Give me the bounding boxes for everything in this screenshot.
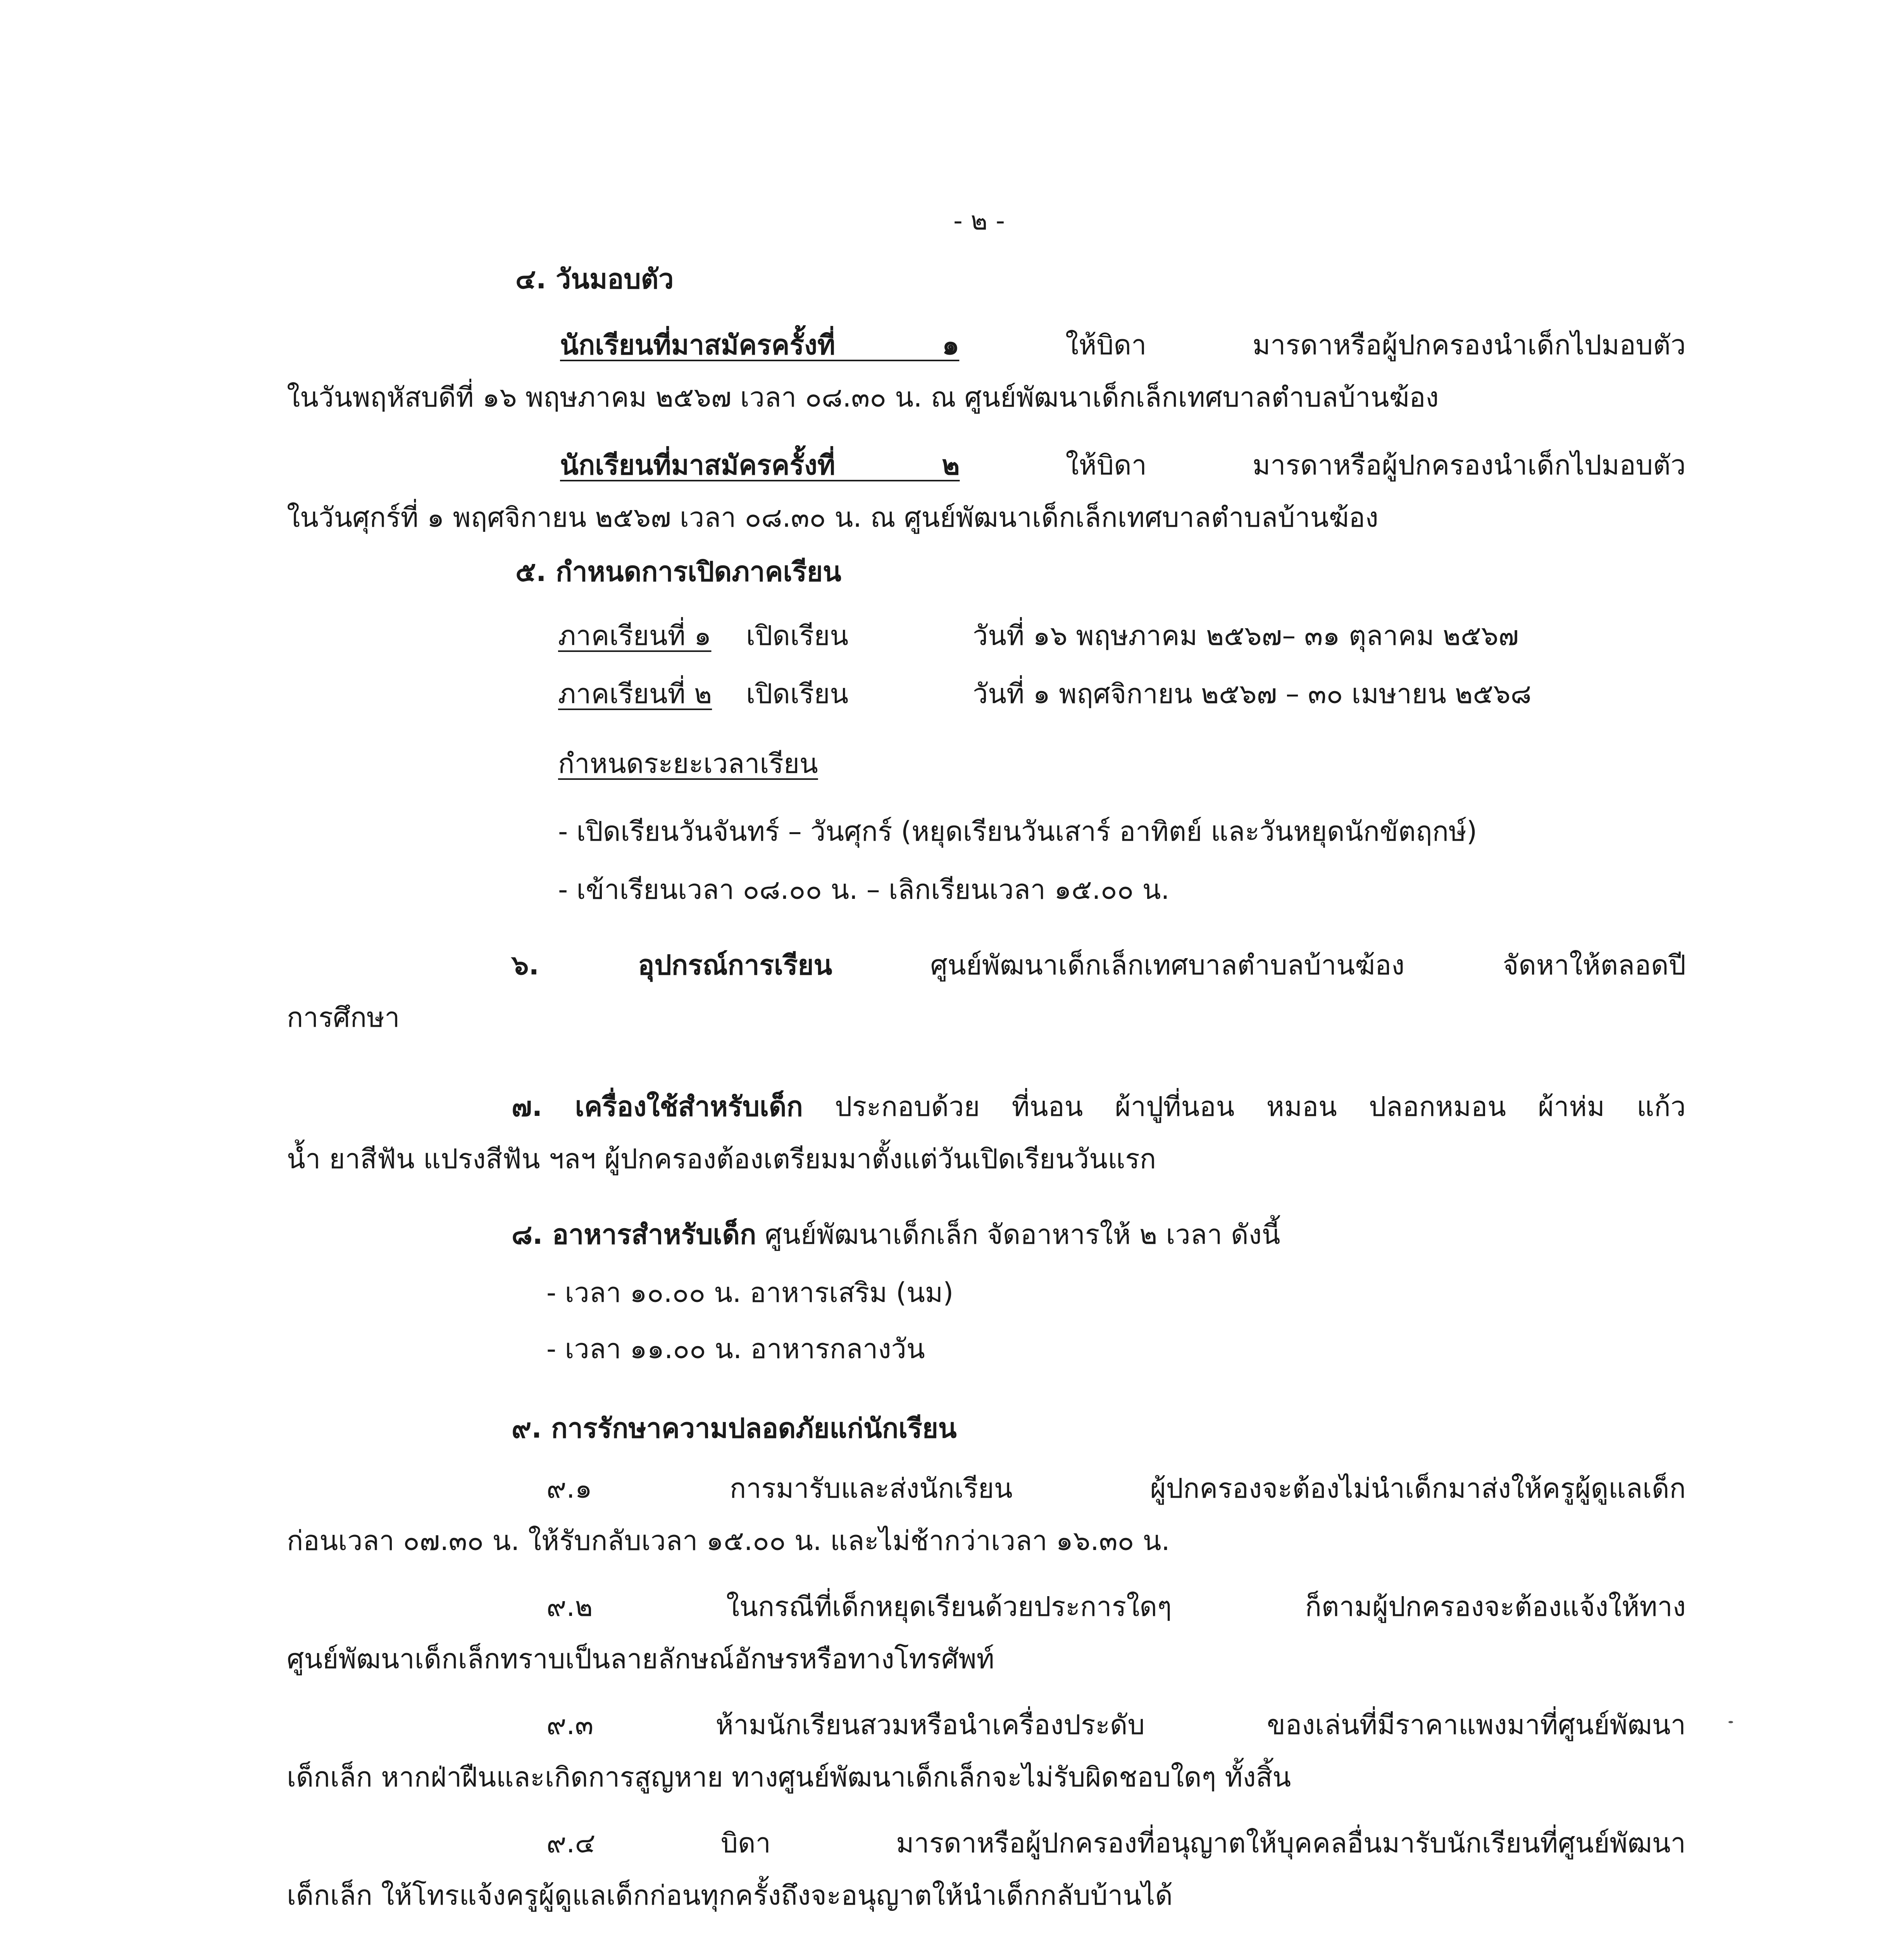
section-6-text: ศูนย์พัฒนาเด็กเล็กเทศบาลตำบลบ้านฆ้อง จัดหาให้ตลอดปี bbox=[832, 949, 1686, 981]
section-8-item-1: - เวลา ๑๐.๐๐ น. อาหารเสริม (นม) bbox=[546, 1277, 954, 1309]
section-4-paragraph-1-label: นักเรียนที่มาสมัครครั้งที่ ๑ bbox=[560, 329, 960, 361]
section-4-paragraph-1-text: ให้บิดา มารดาหรือผู้ปกครองนำเด็กไปมอบตัว bbox=[959, 329, 1686, 361]
section-7-heading: ๗. เครื่องใช้สำหรับเด็ก bbox=[512, 1091, 803, 1122]
section-9-4-line-2: เด็กเล็ก ให้โทรแจ้งครูผู้ดูแลเด็กก่อนทุกครั้งถึงจะอนุญาตให้นำเด็กกลับบ้านได้ bbox=[287, 1879, 1173, 1911]
schedule-heading: กำหนดระยะเวลาเรียน bbox=[558, 748, 818, 779]
section-9-1-line-2: ก่อนเวลา ๐๗.๓๐ น. ให้รับกลับเวลา ๑๕.๐๐ น. และไม่ช้ากว่าเวลา ๑๖.๓๐ น. bbox=[287, 1525, 1170, 1557]
section-7-line-1 bbox=[512, 1085, 1686, 1128]
section-6-line-1 bbox=[512, 944, 1686, 986]
section-8-text: ศูนย์พัฒนาเด็กเล็ก จัดอาหารให้ ๒ เวลา ดังนี้ bbox=[756, 1219, 1280, 1250]
term-2-open: เปิดเรียน bbox=[746, 678, 849, 710]
section-7-line-2: น้ำ ยาสีฟัน แปรงสีฟัน ฯลฯ ผู้ปกครองต้องเตรียมมาตั้งแต่วันเปิดเรียนวันแรก bbox=[287, 1143, 1156, 1175]
section-9-3-line-2: เด็กเล็ก หากฝ่าฝืนและเกิดการสูญหาย ทางศูนย์พัฒนาเด็กเล็กจะไม่รับผิดชอบใดๆ ทั้งสิ้น bbox=[287, 1761, 1291, 1793]
section-9-4-line-1: ๙.๔ บิดา มารดาหรือผู้ปกครองที่อนุญาตให้บุคคลอื่นมารับนักเรียนที่ศูนย์พัฒนา bbox=[546, 1827, 1686, 1859]
section-4-paragraph-2 bbox=[560, 444, 1686, 486]
schedule-item-1: - เปิดเรียนวันจันทร์ – วันศุกร์ (หยุดเรียนวันเสาร์ อาทิตย์ และวันหยุดนักขัตฤกษ์) bbox=[558, 816, 1477, 847]
term-1-label: ภาคเรียนที่ ๑ bbox=[558, 620, 712, 652]
section-8-item-2: - เวลา ๑๑.๐๐ น. อาหารกลางวัน bbox=[546, 1333, 925, 1365]
section-4-paragraph-2-text: ให้บิดา มารดาหรือผู้ปกครองนำเด็กไปมอบตัว bbox=[960, 449, 1686, 481]
section-9-2-line-1: ๙.๒ ในกรณีที่เด็กหยุดเรียนด้วยประการใดๆ ก็ตามผู้ปกครองจะต้องแจ้งให้ทาง bbox=[546, 1591, 1686, 1622]
term-1-open: เปิดเรียน bbox=[746, 620, 849, 652]
section-9-heading: ๙. การรักษาความปลอดภัยแก่นักเรียน bbox=[512, 1412, 957, 1444]
section-4-paragraph-1-line-2: ในวันพฤหัสบดีที่ ๑๖ พฤษภาคม ๒๕๖๗ เวลา ๐๘.๓๐ น. ณ ศูนย์พัฒนาเด็กเล็กเทศบาลตำบลบ้านฆ้อง bbox=[287, 381, 1439, 413]
section-4-paragraph-2-label: นักเรียนที่มาสมัครครั้งที่ ๒ bbox=[560, 449, 960, 481]
term-1-dates: วันที่ ๑๖ พฤษภาคม ๒๕๖๗– ๓๑ ตุลาคม ๒๕๖๗ bbox=[973, 620, 1519, 652]
section-4-paragraph-1 bbox=[560, 324, 1686, 366]
section-8-line-1 bbox=[512, 1213, 1280, 1256]
section-9-2-line-2: ศูนย์พัฒนาเด็กเล็กทราบเป็นลายลักษณ์อักษรหรือทางโทรศัพท์ bbox=[287, 1643, 994, 1675]
section-6-heading: ๖. อุปกรณ์การเรียน bbox=[512, 949, 832, 981]
term-2-label: ภาคเรียนที่ ๒ bbox=[558, 678, 712, 710]
section-4-paragraph-2-line-2: ในวันศุกร์ที่ ๑ พฤศจิกายน ๒๕๖๗ เวลา ๐๘.๓๐ น. ณ ศูนย์พัฒนาเด็กเล็กเทศบาลตำบลบ้านฆ้อง bbox=[287, 502, 1378, 533]
scan-speck bbox=[1728, 1721, 1733, 1723]
page-number: - ๒ - bbox=[953, 206, 1005, 236]
section-5-heading: ๕. กำหนดการเปิดภาคเรียน bbox=[515, 556, 841, 588]
section-4-heading: ๔. วันมอบตัว bbox=[515, 263, 674, 295]
section-9-1-line-1: ๙.๑ การมารับและส่งนักเรียน ผู้ปกครองจะต้องไม่นำเด็กมาส่งให้ครูผู้ดูแลเด็ก bbox=[546, 1472, 1686, 1504]
term-2-dates: วันที่ ๑ พฤศจิกายน ๒๕๖๗ – ๓๐ เมษายน ๒๕๖๘ bbox=[973, 678, 1532, 710]
section-7-text: ประกอบด้วย ที่นอน ผ้าปูที่นอน หมอน ปลอกหมอน ผ้าห่ม แก้ว bbox=[803, 1091, 1686, 1122]
section-8-heading: ๘. อาหารสำหรับเด็ก bbox=[512, 1219, 756, 1250]
schedule-item-2: - เข้าเรียนเวลา ๐๘.๐๐ น. – เลิกเรียนเวลา ๑๕.๐๐ น. bbox=[558, 874, 1170, 905]
section-6-line-2: การศึกษา bbox=[287, 1002, 400, 1033]
section-9-3-line-1: ๙.๓ ห้ามนักเรียนสวมหรือนำเครื่องประดับ ของเล่นที่มีราคาแพงมาที่ศูนย์พัฒนา bbox=[546, 1709, 1686, 1741]
